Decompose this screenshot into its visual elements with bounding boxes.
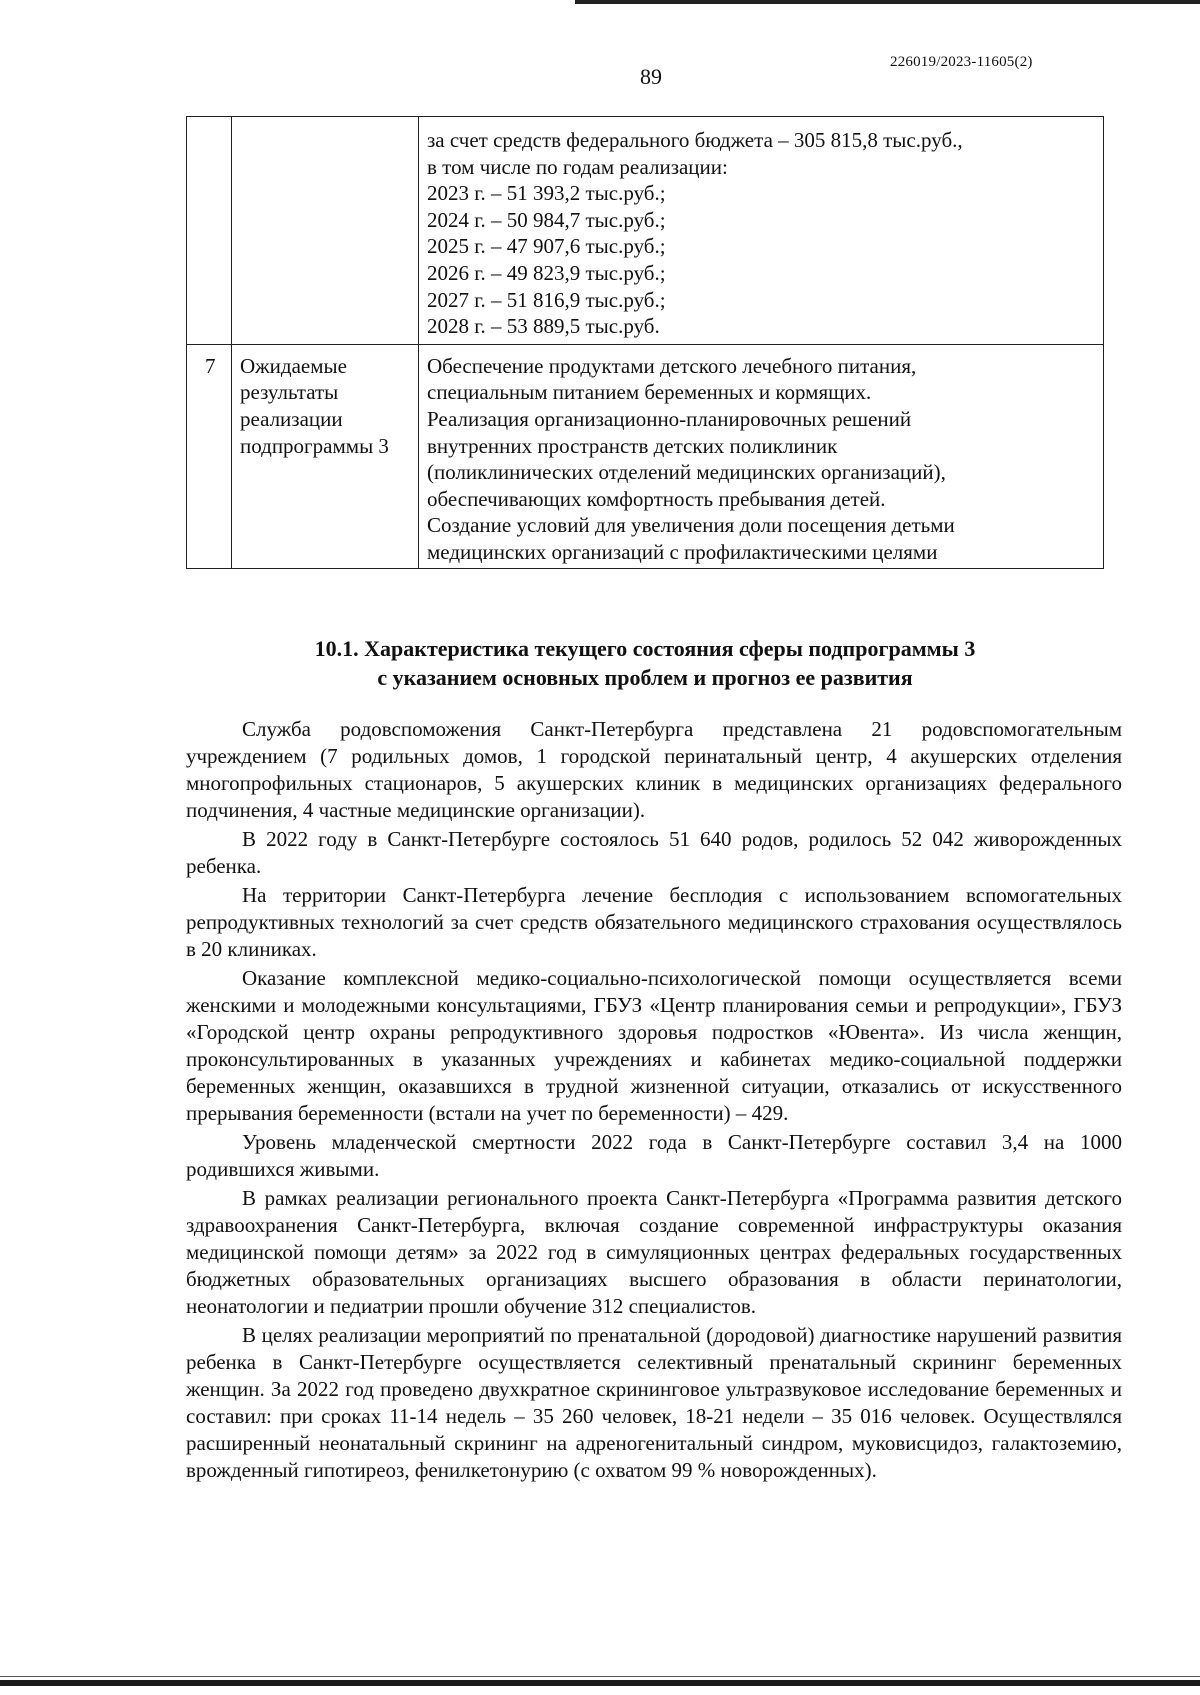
results-line: Реализация организационно-планировочных решений — [427, 406, 912, 431]
paragraph: Уровень младенческой смертности 2022 года в Санкт-Петербурге составил 3,4 на 1000 родившихся живыми. — [186, 1130, 1122, 1181]
funding-line: в том числе по годам реализации: — [427, 154, 728, 179]
section-heading-line: 10.1. Характеристика текущего состояния сферы подпрограммы 3 — [314, 636, 976, 661]
funding-line: 2028 г. – 53 889,5 тыс.руб. — [427, 314, 660, 339]
funding-line: 2026 г. – 49 823,9 тыс.руб.; — [427, 260, 666, 285]
funding-line: за счет средств федерального бюджета – 305 815,8 тыс.руб., — [427, 128, 963, 152]
paragraph: В 2022 году в Санкт-Петербурге состоялось 51 640 родов, родилось 52 042 живорожденных ребенка. — [186, 827, 1122, 878]
table-cell-label — [232, 344, 419, 568]
section-heading-line: с указанием основных проблем и прогноз ее развития — [377, 665, 913, 690]
row-label-line: подпрограммы 3 — [240, 433, 389, 458]
table-row-expected-results — [187, 344, 1104, 568]
table-cell-number — [187, 344, 232, 568]
funding-line: 2023 г. – 51 393,2 тыс.руб.; — [427, 181, 666, 206]
table-cell-funding — [419, 117, 1104, 345]
row-label-line: результаты — [240, 380, 339, 405]
bottom-scan-rule-thin — [0, 1676, 1200, 1677]
subprogram-passport-table — [186, 116, 1104, 569]
paragraph: На территории Санкт-Петербурга лечение бесплодия с использованием вспомогательных репродуктивных технологий за счет средств обязательного медицинского страхования осуществлялось в 20 клиниках. — [186, 883, 1122, 961]
funding-line: 2027 г. – 51 816,9 тыс.руб.; — [427, 287, 666, 312]
results-line: (поликлинических отделений медицинских организаций), — [427, 460, 946, 485]
row-label-line: реализации — [240, 406, 343, 431]
top-scan-rule — [575, 0, 1200, 4]
funding-line: 2024 г. – 50 984,7 тыс.руб.; — [427, 207, 666, 232]
results-line: Создание условий для увеличения доли посещения детьми — [427, 513, 955, 538]
results-line: обеспечивающих комфортность пребывания детей. — [427, 486, 886, 511]
section-heading — [186, 634, 1104, 692]
results-line: специальным питанием беременных и кормящих. — [427, 380, 872, 405]
results-line: внутренних пространств детских поликлиник — [427, 433, 838, 458]
results-line: Обеспечение продуктами детского лечебного питания, — [427, 353, 917, 378]
paragraph: Служба родовспоможения Санкт-Петербурга представлена 21 родовспомогательным учреждением (7 родильных домов, 1 городской перинатальный центр, 4 акушерских отделения многопрофильных стационаров, 5 акушерских клиник в медицинских организациях федерального подчинения, 4 частные медицинские организации). — [186, 717, 1122, 822]
page-number: 89 — [640, 64, 662, 89]
row-number: 7 — [205, 353, 216, 378]
paragraph: Оказание комплексной медико-социально-психологической помощи осуществляется всеми женскими и молодежными консультациями, ГБУЗ «Центр планирования семьи и репродукции», ГБУЗ «Городской центр охраны репродуктивного здоровья подростков «Ювента». Из числа женщин, проконсультированных в указанных учреждениях и кабинетах медико-социальной поддержки беременных женщин, оказавшихся в трудной жизненной ситуации, отказались от искусственного прерывания беременности (встали на учет по беременности) – 429. — [186, 966, 1122, 1125]
results-line: медицинских организаций с профилактическими целями — [427, 539, 938, 564]
document-id: 226019/2023-11605(2) — [890, 54, 1033, 70]
body-text — [186, 716, 1122, 1486]
paragraph: В целях реализации мероприятий по пренатальной (дородовой) диагностике нарушений развития ребенка в Санкт-Петербурге осуществляется селективный пренатальный скрининг беременных женщин. За 2022 год проведено двухкратное скрининговое ультразвуковое исследование беременных и составил: при сроках 11-14 недель – 35 260 человек, 18-21 недели – 35 016 человек. Осуществлялся расширенный неонатальный скрининг на адреногенитальный синдром, муковисцидоз, галактоземию, врожденный гипотиреоз, фенилкетонурию (с охватом 99 % новорожденных). — [186, 1323, 1122, 1482]
funding-line: 2025 г. – 47 907,6 тыс.руб.; — [427, 234, 666, 259]
table-cell-results — [419, 344, 1104, 568]
table-cell-number-empty — [187, 117, 232, 345]
row-label-line: Ожидаемые — [240, 353, 347, 378]
bottom-scan-rule — [0, 1680, 1200, 1686]
paragraph: В рамках реализации регионального проекта Санкт-Петербурга «Программа развития детского здравоохранения Санкт-Петербурга, включая создание современной инфраструктуры оказания медицинской помощи детям» за 2022 год в симуляционных центрах федеральных государственных бюджетных образовательных организациях высшего образования в области перинатологии, неонатологии и педиатрии прошли обучение 312 специалистов. — [186, 1186, 1122, 1318]
table-cell-label-empty — [232, 117, 419, 345]
table-row-funding — [187, 117, 1104, 345]
